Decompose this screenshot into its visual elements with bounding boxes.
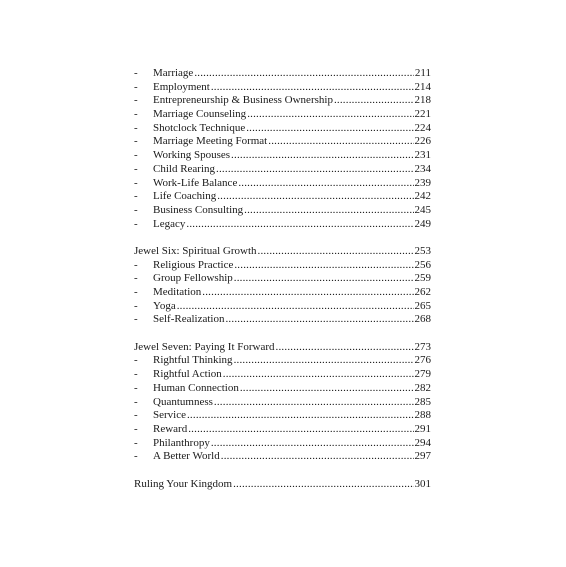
dot-leader bbox=[211, 81, 414, 95]
dot-leader bbox=[268, 135, 413, 149]
toc-page-number: 253 bbox=[414, 244, 431, 257]
toc-page-number: 259 bbox=[414, 272, 431, 285]
toc-entry-title: Employment bbox=[153, 80, 210, 93]
toc-entry-title: Philanthropy bbox=[153, 436, 210, 449]
toc-page-number: 301 bbox=[414, 477, 431, 490]
entry-bullet: - bbox=[134, 422, 138, 435]
toc-page-number: 288 bbox=[414, 409, 431, 422]
toc-entry-title: Business Consulting bbox=[153, 203, 244, 216]
toc-entry[interactable] bbox=[134, 218, 431, 232]
dot-leader bbox=[276, 341, 414, 355]
toc-page-number: 231 bbox=[414, 149, 431, 162]
toc-heading[interactable] bbox=[134, 478, 431, 492]
toc-entry-title: Quantumness bbox=[153, 395, 213, 408]
entry-bullet: - bbox=[134, 162, 138, 175]
toc-page-number: 279 bbox=[414, 368, 431, 381]
toc-entry[interactable] bbox=[134, 409, 431, 423]
toc-entry[interactable] bbox=[134, 122, 431, 136]
toc-entry[interactable] bbox=[134, 272, 431, 286]
entry-bullet: - bbox=[134, 381, 138, 394]
toc-page-number: 224 bbox=[414, 121, 431, 134]
toc-entry[interactable] bbox=[134, 259, 431, 273]
toc-page-number: 291 bbox=[414, 422, 431, 435]
dot-leader bbox=[216, 163, 413, 177]
toc-entry[interactable] bbox=[134, 204, 431, 218]
toc-page-number: 276 bbox=[414, 354, 431, 367]
toc-heading-title: Jewel Six: Spiritual Growth bbox=[134, 244, 257, 257]
entry-bullet: - bbox=[134, 149, 138, 162]
toc-entry-title: Child Rearing bbox=[153, 162, 216, 175]
dot-leader bbox=[233, 478, 413, 492]
toc-entry-title: Legacy bbox=[153, 217, 186, 230]
dot-leader bbox=[247, 108, 413, 122]
toc-heading-title: Ruling Your Kingdom bbox=[134, 477, 233, 490]
dot-leader bbox=[217, 190, 413, 204]
toc-entry[interactable] bbox=[134, 135, 431, 149]
toc-entry[interactable] bbox=[134, 163, 431, 177]
toc-page-number: 294 bbox=[414, 436, 431, 449]
dot-leader bbox=[225, 313, 413, 327]
entry-bullet: - bbox=[134, 217, 138, 230]
dot-leader bbox=[234, 272, 414, 286]
toc-page-number: 262 bbox=[414, 286, 431, 298]
toc-entry[interactable] bbox=[134, 286, 431, 300]
toc-entry[interactable] bbox=[134, 94, 431, 108]
toc-heading-title: Jewel Seven: Paying It Forward bbox=[134, 340, 275, 353]
entry-bullet: - bbox=[134, 67, 138, 79]
toc-entry[interactable] bbox=[134, 67, 431, 81]
toc-entry-title: Human Connection bbox=[153, 381, 239, 394]
toc-entry-title: Reward bbox=[153, 422, 188, 435]
dot-leader bbox=[334, 94, 414, 108]
entry-bullet: - bbox=[134, 354, 138, 367]
toc-page-number: 249 bbox=[414, 217, 431, 230]
toc-entry-title: Rightful Thinking bbox=[153, 354, 233, 367]
table-of-contents bbox=[134, 67, 431, 491]
dot-leader bbox=[231, 149, 413, 163]
toc-entry-title: Rightful Action bbox=[153, 368, 222, 381]
entry-bullet: - bbox=[134, 409, 138, 422]
toc-entry[interactable] bbox=[134, 81, 431, 95]
dot-leader bbox=[244, 204, 413, 218]
toc-entry-title: Self-Realization bbox=[153, 313, 225, 326]
entry-bullet: - bbox=[134, 368, 138, 381]
entry-bullet: - bbox=[134, 258, 138, 271]
toc-page-number: 234 bbox=[414, 162, 431, 175]
toc-entry[interactable] bbox=[134, 149, 431, 163]
toc-heading[interactable] bbox=[134, 341, 431, 355]
toc-entry[interactable] bbox=[134, 396, 431, 410]
dot-leader bbox=[234, 354, 414, 368]
toc-entry[interactable] bbox=[134, 368, 431, 382]
dot-leader bbox=[258, 245, 414, 259]
toc-page-number: 265 bbox=[414, 299, 431, 312]
toc-entry[interactable] bbox=[134, 313, 431, 327]
entry-bullet: - bbox=[134, 135, 138, 148]
entry-bullet: - bbox=[134, 94, 138, 107]
toc-entry[interactable] bbox=[134, 382, 431, 396]
dot-leader bbox=[221, 450, 414, 464]
dot-leader bbox=[187, 409, 414, 423]
toc-entry[interactable] bbox=[134, 437, 431, 451]
toc-page-number: 214 bbox=[414, 80, 431, 93]
section-gap bbox=[134, 327, 431, 341]
entry-bullet: - bbox=[134, 395, 138, 408]
toc-entry-title: Religious Practice bbox=[153, 258, 234, 271]
toc-heading[interactable] bbox=[134, 245, 431, 259]
entry-bullet: - bbox=[134, 286, 138, 298]
dot-leader bbox=[177, 300, 414, 314]
toc-entry-title: Entrepreneurship & Business Ownership bbox=[153, 94, 333, 107]
entry-bullet: - bbox=[134, 436, 138, 449]
toc-page-number: 245 bbox=[414, 203, 431, 216]
entry-bullet: - bbox=[134, 450, 138, 463]
toc-page-number: 239 bbox=[414, 176, 431, 189]
toc-entry[interactable] bbox=[134, 177, 431, 191]
toc-entry-title: Marriage Meeting Format bbox=[153, 135, 268, 148]
dot-leader bbox=[188, 423, 413, 437]
toc-entry-title: Service bbox=[153, 409, 186, 422]
toc-page-number: 221 bbox=[414, 108, 431, 121]
toc-entry-title: Marriage bbox=[153, 67, 194, 79]
dot-leader bbox=[238, 177, 413, 191]
toc-entry-title: Group Fellowship bbox=[153, 272, 233, 285]
entry-bullet: - bbox=[134, 176, 138, 189]
section-gap bbox=[134, 464, 431, 478]
toc-entry-title: A Better World bbox=[153, 450, 220, 463]
toc-page-number: 226 bbox=[414, 135, 431, 148]
toc-entry[interactable] bbox=[134, 423, 431, 437]
dot-leader bbox=[234, 259, 413, 273]
entry-bullet: - bbox=[134, 299, 138, 312]
toc-entry-title: Meditation bbox=[153, 286, 202, 298]
dot-leader bbox=[211, 437, 414, 451]
toc-entry-title: Yoga bbox=[153, 299, 176, 312]
entry-bullet: - bbox=[134, 190, 138, 203]
toc-page-number: 218 bbox=[414, 94, 431, 107]
toc-page-number: 282 bbox=[414, 381, 431, 394]
toc-entry-title: Working Spouses bbox=[153, 149, 231, 162]
dot-leader bbox=[246, 122, 413, 136]
toc-page-number: 285 bbox=[414, 395, 431, 408]
toc-entry-title: Work-Life Balance bbox=[153, 176, 238, 189]
entry-bullet: - bbox=[134, 313, 138, 326]
toc-entry-title: Life Coaching bbox=[153, 190, 217, 203]
entry-bullet: - bbox=[134, 121, 138, 134]
dot-leader bbox=[240, 382, 414, 396]
toc-page-number: 297 bbox=[414, 450, 431, 463]
entry-bullet: - bbox=[134, 203, 138, 216]
toc-entry[interactable] bbox=[134, 450, 431, 464]
toc-entry[interactable] bbox=[134, 190, 431, 204]
toc-entry-title: Shotclock Technique bbox=[153, 121, 246, 134]
entry-bullet: - bbox=[134, 80, 138, 93]
dot-leader bbox=[186, 218, 413, 232]
toc-entry[interactable] bbox=[134, 300, 431, 314]
dot-leader bbox=[202, 286, 413, 300]
toc-entry[interactable] bbox=[134, 354, 431, 368]
section-gap bbox=[134, 231, 431, 245]
toc-page-number: 242 bbox=[414, 190, 431, 203]
entry-bullet: - bbox=[134, 108, 138, 121]
toc-page-number: 256 bbox=[414, 258, 431, 271]
dot-leader bbox=[214, 396, 414, 410]
toc-page-number: 268 bbox=[414, 313, 431, 326]
toc-page-number: 273 bbox=[414, 340, 431, 353]
toc-entry[interactable] bbox=[134, 108, 431, 122]
toc-page-number: 211 bbox=[414, 67, 431, 79]
dot-leader bbox=[223, 368, 414, 382]
dot-leader bbox=[194, 67, 414, 81]
toc-entry-title: Marriage Counseling bbox=[153, 108, 247, 121]
entry-bullet: - bbox=[134, 272, 138, 285]
